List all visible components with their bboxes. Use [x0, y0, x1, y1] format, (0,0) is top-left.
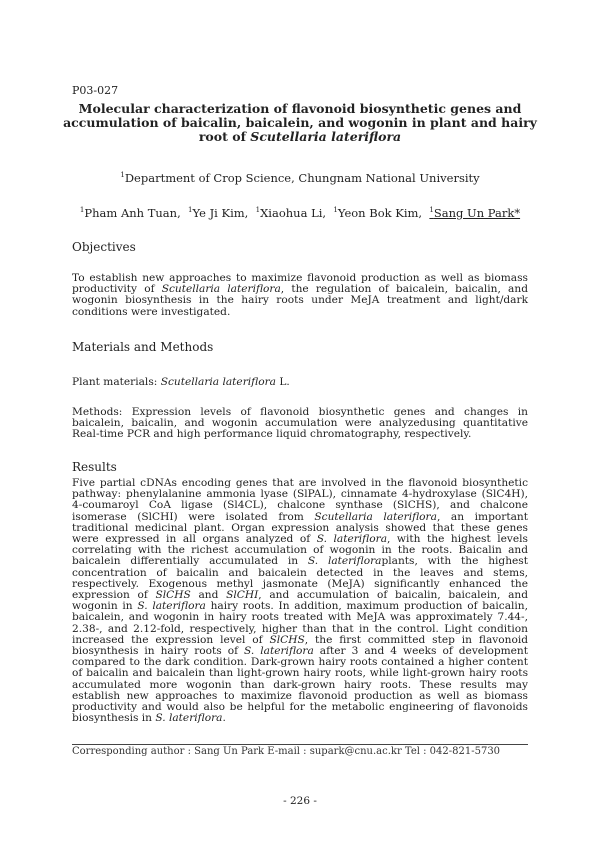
author-sup: 1 [255, 206, 261, 215]
results-part: . [222, 712, 226, 725]
results-italic: S. lateriflora [316, 533, 388, 546]
author-name: Sang Un Park* [433, 206, 521, 220]
title-species: Scutellaria lateriflora [250, 129, 402, 144]
results-part: , an important traditional medicinal plant. Organ expression analysis showed that these genes were expressed in all organs analyzed of [72, 510, 528, 546]
author-sup: 1 [188, 206, 193, 215]
results-italic: SlCHS [155, 589, 191, 602]
abstract-code: P03-027 [72, 84, 119, 97]
objectives-species: Scutellaria lateriflora [161, 283, 281, 296]
paper-title [60, 102, 540, 144]
objectives-part: , the regulation of baicalein, baicalin, and wogonin biosynthesis in the hairy roots under MeJA treatment and light/dark conditions were investigated. [72, 283, 528, 318]
results-part: plants, with the highest concentration of baicalin and baicalein detected in the leaves and stems, respectively. Exogenous methyl jasmonate (MeJA) significantly enhanced the expression of [72, 555, 528, 602]
results-italic: S. lateriflora [244, 645, 314, 658]
results-italic: S. lateriflora [155, 712, 223, 725]
results-text [72, 478, 528, 724]
objectives-part: To establish new approaches to maximize flavonoid production as well as biomass productivity of [72, 272, 528, 296]
affiliation [60, 171, 540, 185]
author-list [60, 206, 540, 220]
author-sup: 1 [333, 206, 338, 215]
objectives-heading: Objectives [72, 240, 136, 254]
results-part: and [190, 589, 227, 602]
results-part: Five partial cDNAs encoding genes that are involved in the flavonoid biosynthetic pathway: phenylalanine ammonia lyase (SlPAL), cinnamate 4-hydroxylase (SlC4H), 4-coumaroyl CoA ligase (Sl4CL), chalcone synthase (SlCHS), and chalcone isomerase (SlCHI) were isolated from [72, 477, 528, 523]
page-number: - 226 - [283, 795, 317, 807]
results-heading: Results [72, 460, 117, 474]
plant-label: Plant materials: [72, 376, 161, 388]
results-italic: SlCHS [269, 633, 305, 646]
author-name: Xiaohua Li, [260, 206, 327, 220]
author-name: Pham Anh Tuan, [84, 206, 181, 220]
author-name: Ye Ji Kim, [192, 206, 249, 220]
materials-heading: Materials and Methods [72, 340, 214, 354]
results-part: hairy roots. In addition, maximum production of baicalin, baicalein, and wogonin in hairy roots treated with MeJA was approximately 7.44-, 2.38-, and 2.12-fold, respectively, higher than that in the control. Light condition increased the expression level of [72, 600, 528, 646]
corresponding-info: Corresponding author : Sang Un Park E-mail : supark@cnu.ac.kr Tel : 042-821-5730 [72, 746, 501, 757]
objectives-text [72, 273, 528, 318]
title-text: Molecular characterization of flavonoid biosynthetic genes and accumulation of baicalin, baicalein, and wogonin in plant and hairy root of [63, 101, 537, 144]
results-italic: SlCHI [226, 589, 259, 602]
corresponding-author [429, 206, 520, 220]
results-italic: Scutellaria lateriflora [314, 510, 437, 523]
plant-species: Scutellaria lateriflora [160, 376, 276, 388]
results-part: , with the highest levels correlating with the richest accumulation of wogonin in the roots. Baicalin and baicalein differentially accumulated in [72, 533, 528, 568]
results-part: , the first committed step in flavonoid biosynthesis in hairy roots of [72, 633, 529, 658]
results-italic: S. lateriflora [137, 600, 206, 613]
affiliation-text: Department of Crop Science, Chungnam National University [124, 171, 480, 185]
results-part: , and accumulation of baicalin, baicalein, and wogonin in [72, 589, 529, 613]
author-name: Yeon Bok Kim, [337, 206, 423, 220]
methods-text: Methods: Expression levels of flavonoid biosynthetic genes and changes in baicalein, baicalin, and wogonin accumulation were analyzedusing quantitative Real-time PCR and high performance liquid chromatography, respectively. [72, 406, 528, 441]
author-sup: 1 [79, 206, 85, 215]
affiliation-sup: 1 [120, 171, 125, 180]
plant-materials [72, 377, 528, 388]
plant-suffix: L. [275, 376, 290, 388]
results-italic: S. lateriflora [307, 555, 382, 568]
results-part: after 3 and 4 weeks of development compared to the dark condition. Dark-grown hairy roots contained a higher content of baicalin and baicalein than light-grown hairy roots, while light-grown hairy roots accumulated more wogonin than dark-grown hairy roots. These results may establish new approaches to maximize flavonoid production as well as biomass productivity and would also be helpful for the metabolic engineering of flavonoids biosynthesis in [72, 645, 529, 725]
author-sup: 1 [429, 206, 434, 215]
footer-divider [72, 744, 528, 745]
